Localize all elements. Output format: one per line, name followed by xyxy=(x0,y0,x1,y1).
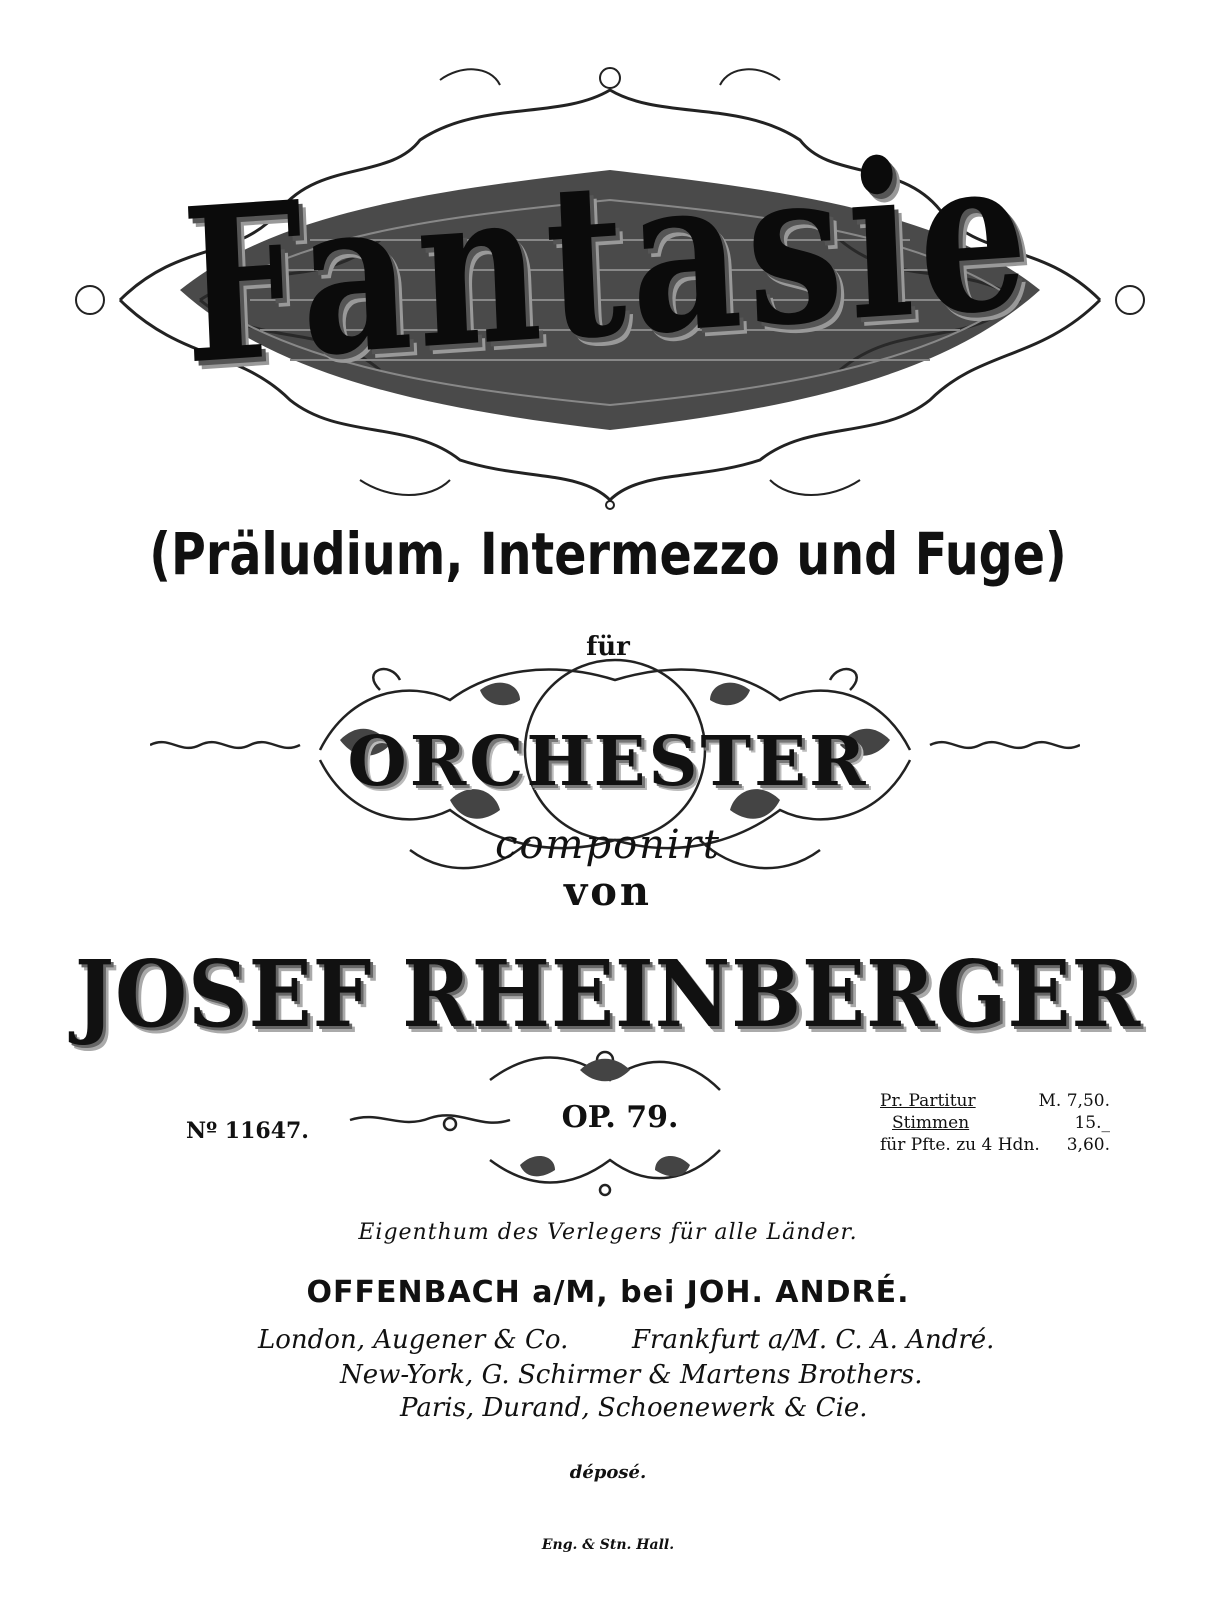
price-row-score xyxy=(880,1090,1110,1112)
price-label: Pr. Partitur xyxy=(880,1091,976,1111)
orchestra-label: ORCHESTER xyxy=(347,722,869,802)
for-label: für xyxy=(586,632,630,662)
price-label: Stimmen xyxy=(892,1113,970,1133)
title: Fantasie xyxy=(178,107,1038,413)
by-label: von xyxy=(563,868,652,915)
agent-london: London, Augener & Co. xyxy=(258,1325,569,1355)
agent-newyork: New-York, G. Schirmer & Martens Brothers. xyxy=(340,1360,923,1390)
composer-name: JOSEF RHEINBERGER xyxy=(74,940,1142,1048)
plate-number: Nº 11647. xyxy=(186,1118,309,1144)
price-value: M. 7,50. xyxy=(1038,1091,1110,1111)
rights-notice: Eigenthum des Verlegers für alle Länder. xyxy=(358,1220,858,1245)
price-row-parts xyxy=(880,1112,1110,1134)
price-label: für Pfte. zu 4 Hdn. xyxy=(880,1135,1040,1155)
subtitle: (Präludium, Intermezzo und Fuge) xyxy=(149,520,1067,588)
price-row-piano-four-hands xyxy=(880,1134,1110,1156)
price-list xyxy=(880,1090,1110,1156)
depose-mark: déposé. xyxy=(569,1462,647,1483)
publisher: OFFENBACH a/M, bei JOH. ANDRÉ. xyxy=(306,1275,910,1310)
price-value: 15._ xyxy=(1074,1113,1110,1133)
agent-paris: Paris, Durand, Schoenewerk & Cie. xyxy=(400,1393,868,1423)
composed-label: componirt xyxy=(495,822,721,868)
price-value: 3,60. xyxy=(1066,1135,1110,1155)
engraver-credit: Eng. & Stn. Hall. xyxy=(541,1537,675,1553)
agent-frankfurt: Frankfurt a/M. C. A. André. xyxy=(632,1325,995,1355)
opus-number: OP. 79. xyxy=(561,1100,679,1135)
opus-scrollwork-ornament xyxy=(340,1040,760,1200)
